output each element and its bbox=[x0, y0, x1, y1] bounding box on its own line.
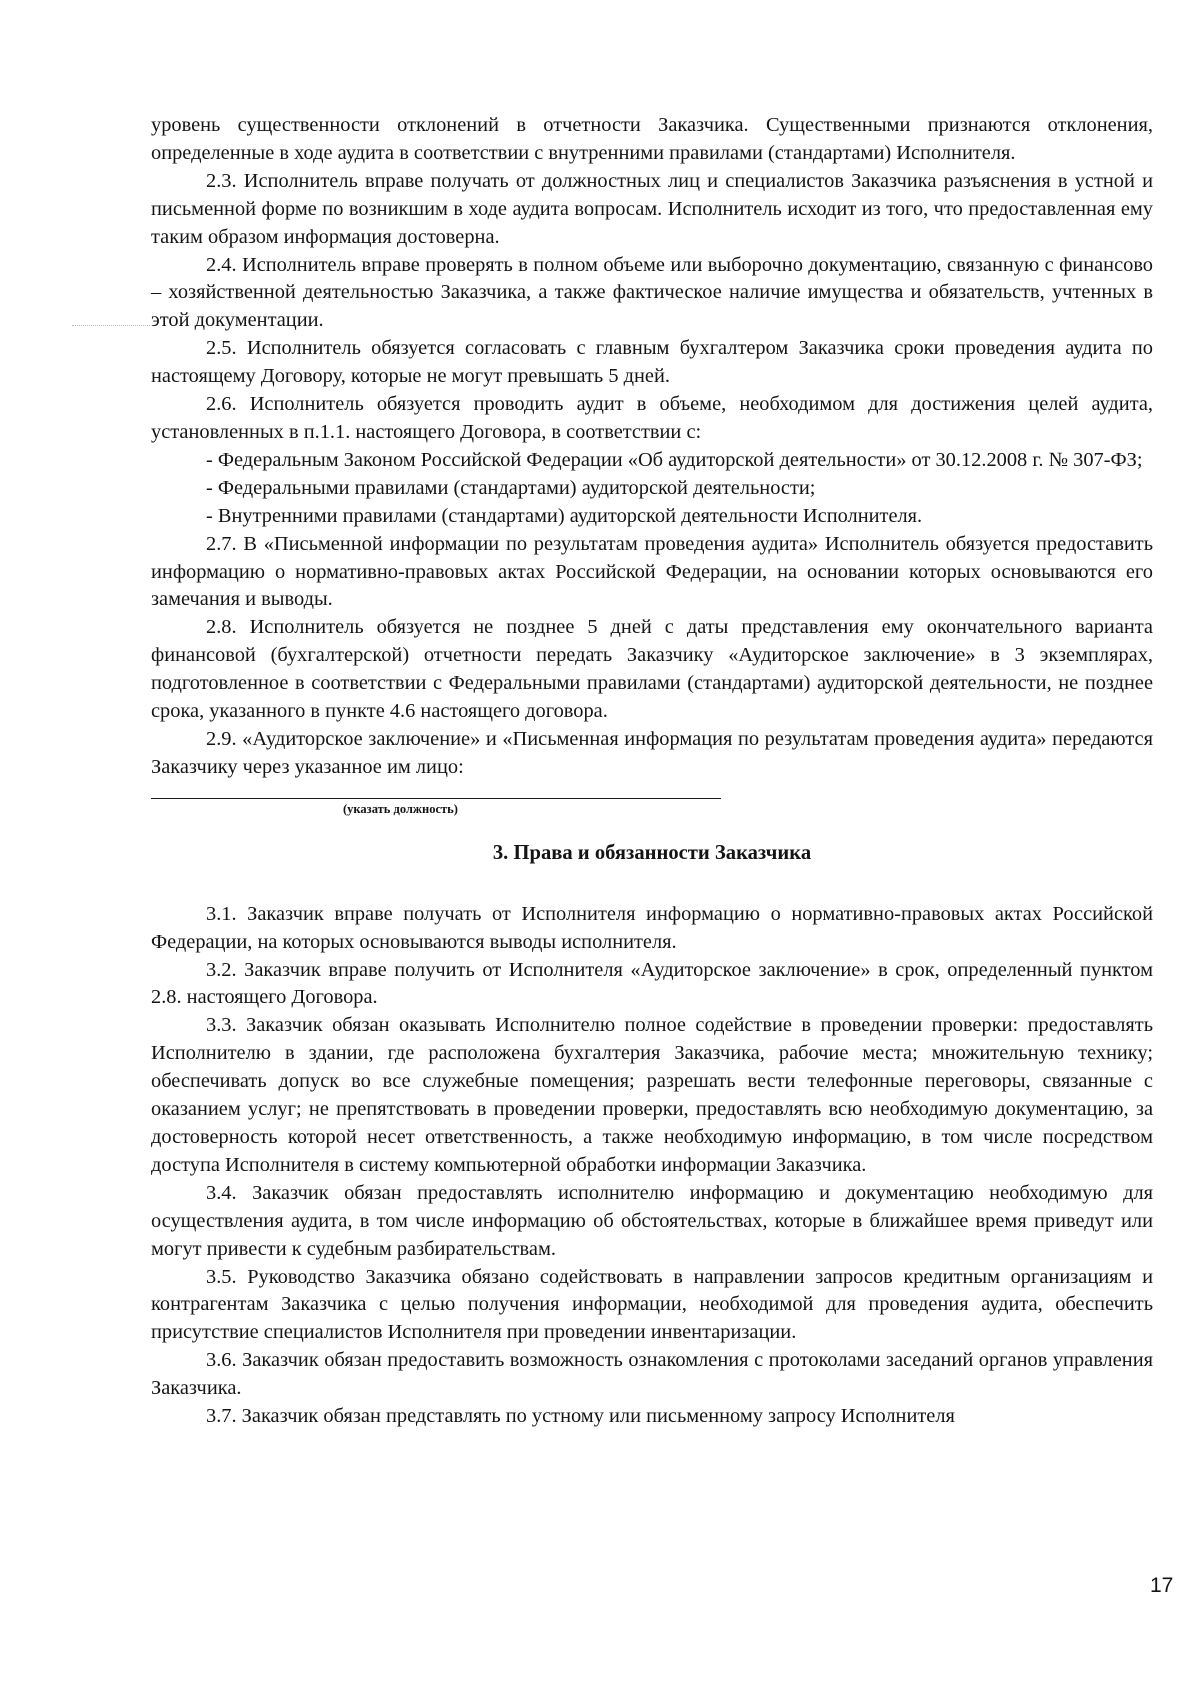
paragraph-3-5: 3.5. Руководство Заказчика обязано содействовать в направлении запросов кредитным организациям и контрагентам Заказчика с целью получения информации, необходимой для проведения аудита, обеспечить присутствие специалистов Исполнителя при проведении инвентаризации. bbox=[151, 1265, 1153, 1344]
paragraph-3-4: 3.4. Заказчик обязан предоставлять исполнителю информацию и документацию необходимую для осуществления аудита, в том числе информацию об обстоятельствах, которые в ближайшее время приведут или могут привести к судебным разбирательствам. bbox=[151, 1181, 1153, 1260]
page-number: 17 bbox=[1150, 1574, 1174, 1597]
position-fill-line bbox=[151, 792, 721, 799]
document-page bbox=[151, 112, 1153, 1431]
paragraph-3-7: 3.7. Заказчик обязан представлять по устному или письменному запросу Исполнителя bbox=[206, 1405, 955, 1428]
paragraph-2-2-continuation: уровень существенности отклонений в отчетности Заказчика. Существенными признаются отклонения, определенные в ходе аудита в соответствии с внутренними правилами (стандартами) Исполнителя. bbox=[151, 114, 1153, 164]
paragraph-3-3: 3.3. Заказчик обязан оказывать Исполнителю полное содействие в проведении проверки: предоставлять Исполнителю в здании, где расположена бухгалтерия Заказчика, рабочие места; множительную технику; обеспечивать допуск во все служебные помещения; разрешать вести телефонные переговоры, связанные с оказанием услуг; не препятствовать в проведении проверки, предоставлять всю необходимую документацию, за достоверность которой несет ответственность, а также необходимую информацию, в том числе посредством доступа Исполнителя в систему компьютерной обработки информации Заказчика. bbox=[151, 1014, 1153, 1176]
paragraph-2-5: 2.5. Исполнитель обязуется согласовать с главным бухгалтером Заказчика сроки проведения аудита по настоящему Договору, которые не могут превышать 5 дней. bbox=[151, 337, 1153, 388]
list-item-federal-law: - Федеральным Законом Российской Федерации «Об аудиторской деятельности» от 30.12.2008 г. № 307-ФЗ; bbox=[206, 448, 1143, 471]
paragraph-3-6: 3.6. Заказчик обязан предоставить возможность ознакомления с протоколами заседаний органов управления Заказчика. bbox=[151, 1349, 1153, 1400]
position-caption: (указать должность) bbox=[343, 801, 458, 816]
section-3-title: 3. Права и обязанности Заказчика bbox=[492, 841, 812, 864]
list-item-federal-standards: - Федеральными правилами (стандартами) аудиторской деятельности; bbox=[206, 476, 816, 499]
paragraph-2-6: 2.6. Исполнитель обязуется проводить аудит в объеме, необходимом для достижения целей аудита, установленных в п.1.1. настоящего Договора, в соответствии с: bbox=[151, 393, 1153, 443]
paragraph-2-8: 2.8. Исполнитель обязуется не позднее 5 дней с даты представления ему окончательного варианта финансовой (бухгалтерской) отчетности передать Заказчику «Аудиторское заключение» в 3 экземплярах, подготовленное в соответствии с Федеральными правилами (стандартами) аудиторской деятельности, не позднее срока, указанного в пункте 4.6 настоящего договора. bbox=[151, 616, 1153, 723]
list-item-internal-standards: - Внутренними правилами (стандартами) аудиторской деятельности Исполнителя. bbox=[206, 504, 923, 527]
scan-artifact bbox=[72, 325, 150, 326]
paragraph-3-1: 3.1. Заказчик вправе получать от Исполнителя информацию о нормативно-правовых актах Российской Федерации, на которых основываются выводы исполнителя. bbox=[151, 902, 1153, 953]
paragraph-3-2: 3.2. Заказчик вправе получить от Исполнителя «Аудиторское заключение» в срок, определенный пунктом 2.8. настоящего Договора. bbox=[151, 958, 1153, 1009]
paragraph-2-4: 2.4. Исполнитель вправе проверять в полном объеме или выборочно документацию, связанную с финансово – хозяйственной деятельностью Заказчика, а также фактическое наличие имущества и обязательств, учтенных в этой документации. bbox=[151, 253, 1153, 332]
paragraph-2-7: 2.7. В «Письменной информации по результатам проведения аудита» Исполнитель обязуется предоставить информацию о нормативно-правовых актах Российской Федерации, на основании которых основываются его замечания и выводы. bbox=[151, 532, 1153, 611]
paragraph-2-3: 2.3. Исполнитель вправе получать от должностных лиц и специалистов Заказчика разъяснения в устной и письменной форме по возникшим в ходе аудита вопросам. Исполнитель исходит из того, что предоставленная ему таким образом информация достоверна. bbox=[151, 169, 1153, 248]
paragraph-2-9: 2.9. «Аудиторское заключение» и «Письменная информация по результатам проведения аудита» передаются Заказчику через указанное им лицо: bbox=[151, 727, 1153, 778]
